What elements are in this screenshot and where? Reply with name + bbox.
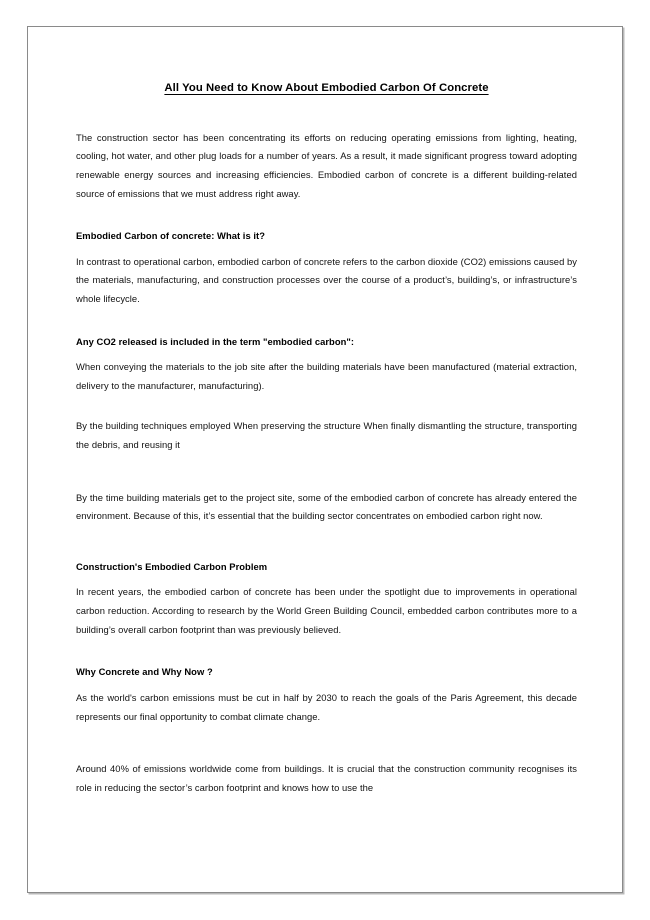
page-title: All You Need to Know About Embodied Carbon Of Concrete	[164, 82, 489, 94]
section-heading-co2-released: Any CO2 released is included in the term "embodied carbon":	[76, 335, 355, 347]
section-heading-what-is-it: Embodied Carbon of concrete: What is it?	[76, 230, 265, 242]
paragraph-embodied-carbon-problem: In recent years, the embodied carbon of concrete has been under the spotlight due to improvements in operational carbon reduction. According to research by the World Green Building Council, embedded carbon contributes more to a building’s overall carbon footprint than was previously believed.	[76, 586, 577, 635]
document-body	[76, 81, 577, 797]
paragraph-project-site: By the time building materials get to the project site, some of the embodied carbon of concrete has already entered the environment. Because of this, it’s essential that the building sector concentrates on embodied carbon right now.	[76, 491, 577, 522]
section-intro	[76, 129, 577, 203]
section-building-techniques	[76, 417, 577, 454]
section-what-is-it	[76, 229, 577, 308]
paragraph-why-concrete: As the world's carbon emissions must be cut in half by 2030 to reach the goals of the Paris Agreement, this decade represents our final opportunity to combat climate change.	[76, 691, 577, 722]
document-page	[27, 26, 623, 893]
section-emissions-worldwide	[76, 760, 577, 797]
section-heading-embodied-carbon-problem: Construction's Embodied Carbon Problem	[76, 560, 268, 572]
paragraph-what-is-it: In contrast to operational carbon, embodied carbon of concrete refers to the carbon dioxide (CO2) emissions caused by the materials, manufacturing, and construction processes over the course of a product’s, building’s, or infrastructure’s whole lifecycle.	[76, 255, 577, 304]
paragraph-intro: The construction sector has been concentrating its efforts on reducing operating emissions from lighting, heating, cooling, hot water, and other plug loads for a number of years. As a result, it made significant progress toward adopting renewable energy sources and increasing efficiencies. Embodied carbon of concrete is a different building-related source of emissions that we must address right away.	[76, 131, 577, 199]
paragraph-emissions-worldwide: Around 40% of emissions worldwide come from buildings. It is crucial that the construction community recognises its role in reducing the sector’s carbon footprint and knows how to use the	[76, 763, 577, 793]
section-embodied-carbon-problem	[76, 560, 577, 639]
section-heading-why-concrete: Why Concrete and Why Now ?	[76, 666, 213, 678]
paragraph-building-techniques: By the building techniques employed When preserving the structure When finally dismantling the structure, transporting the debris, and reusing it	[76, 420, 577, 451]
section-project-site	[76, 489, 577, 526]
section-why-concrete	[76, 665, 577, 726]
section-co2-released	[76, 335, 577, 396]
paragraph-co2-released: When conveying the materials to the job site after the building materials have been manufactured (material extraction, delivery to the manufacturer, manufacturing).	[76, 361, 577, 391]
